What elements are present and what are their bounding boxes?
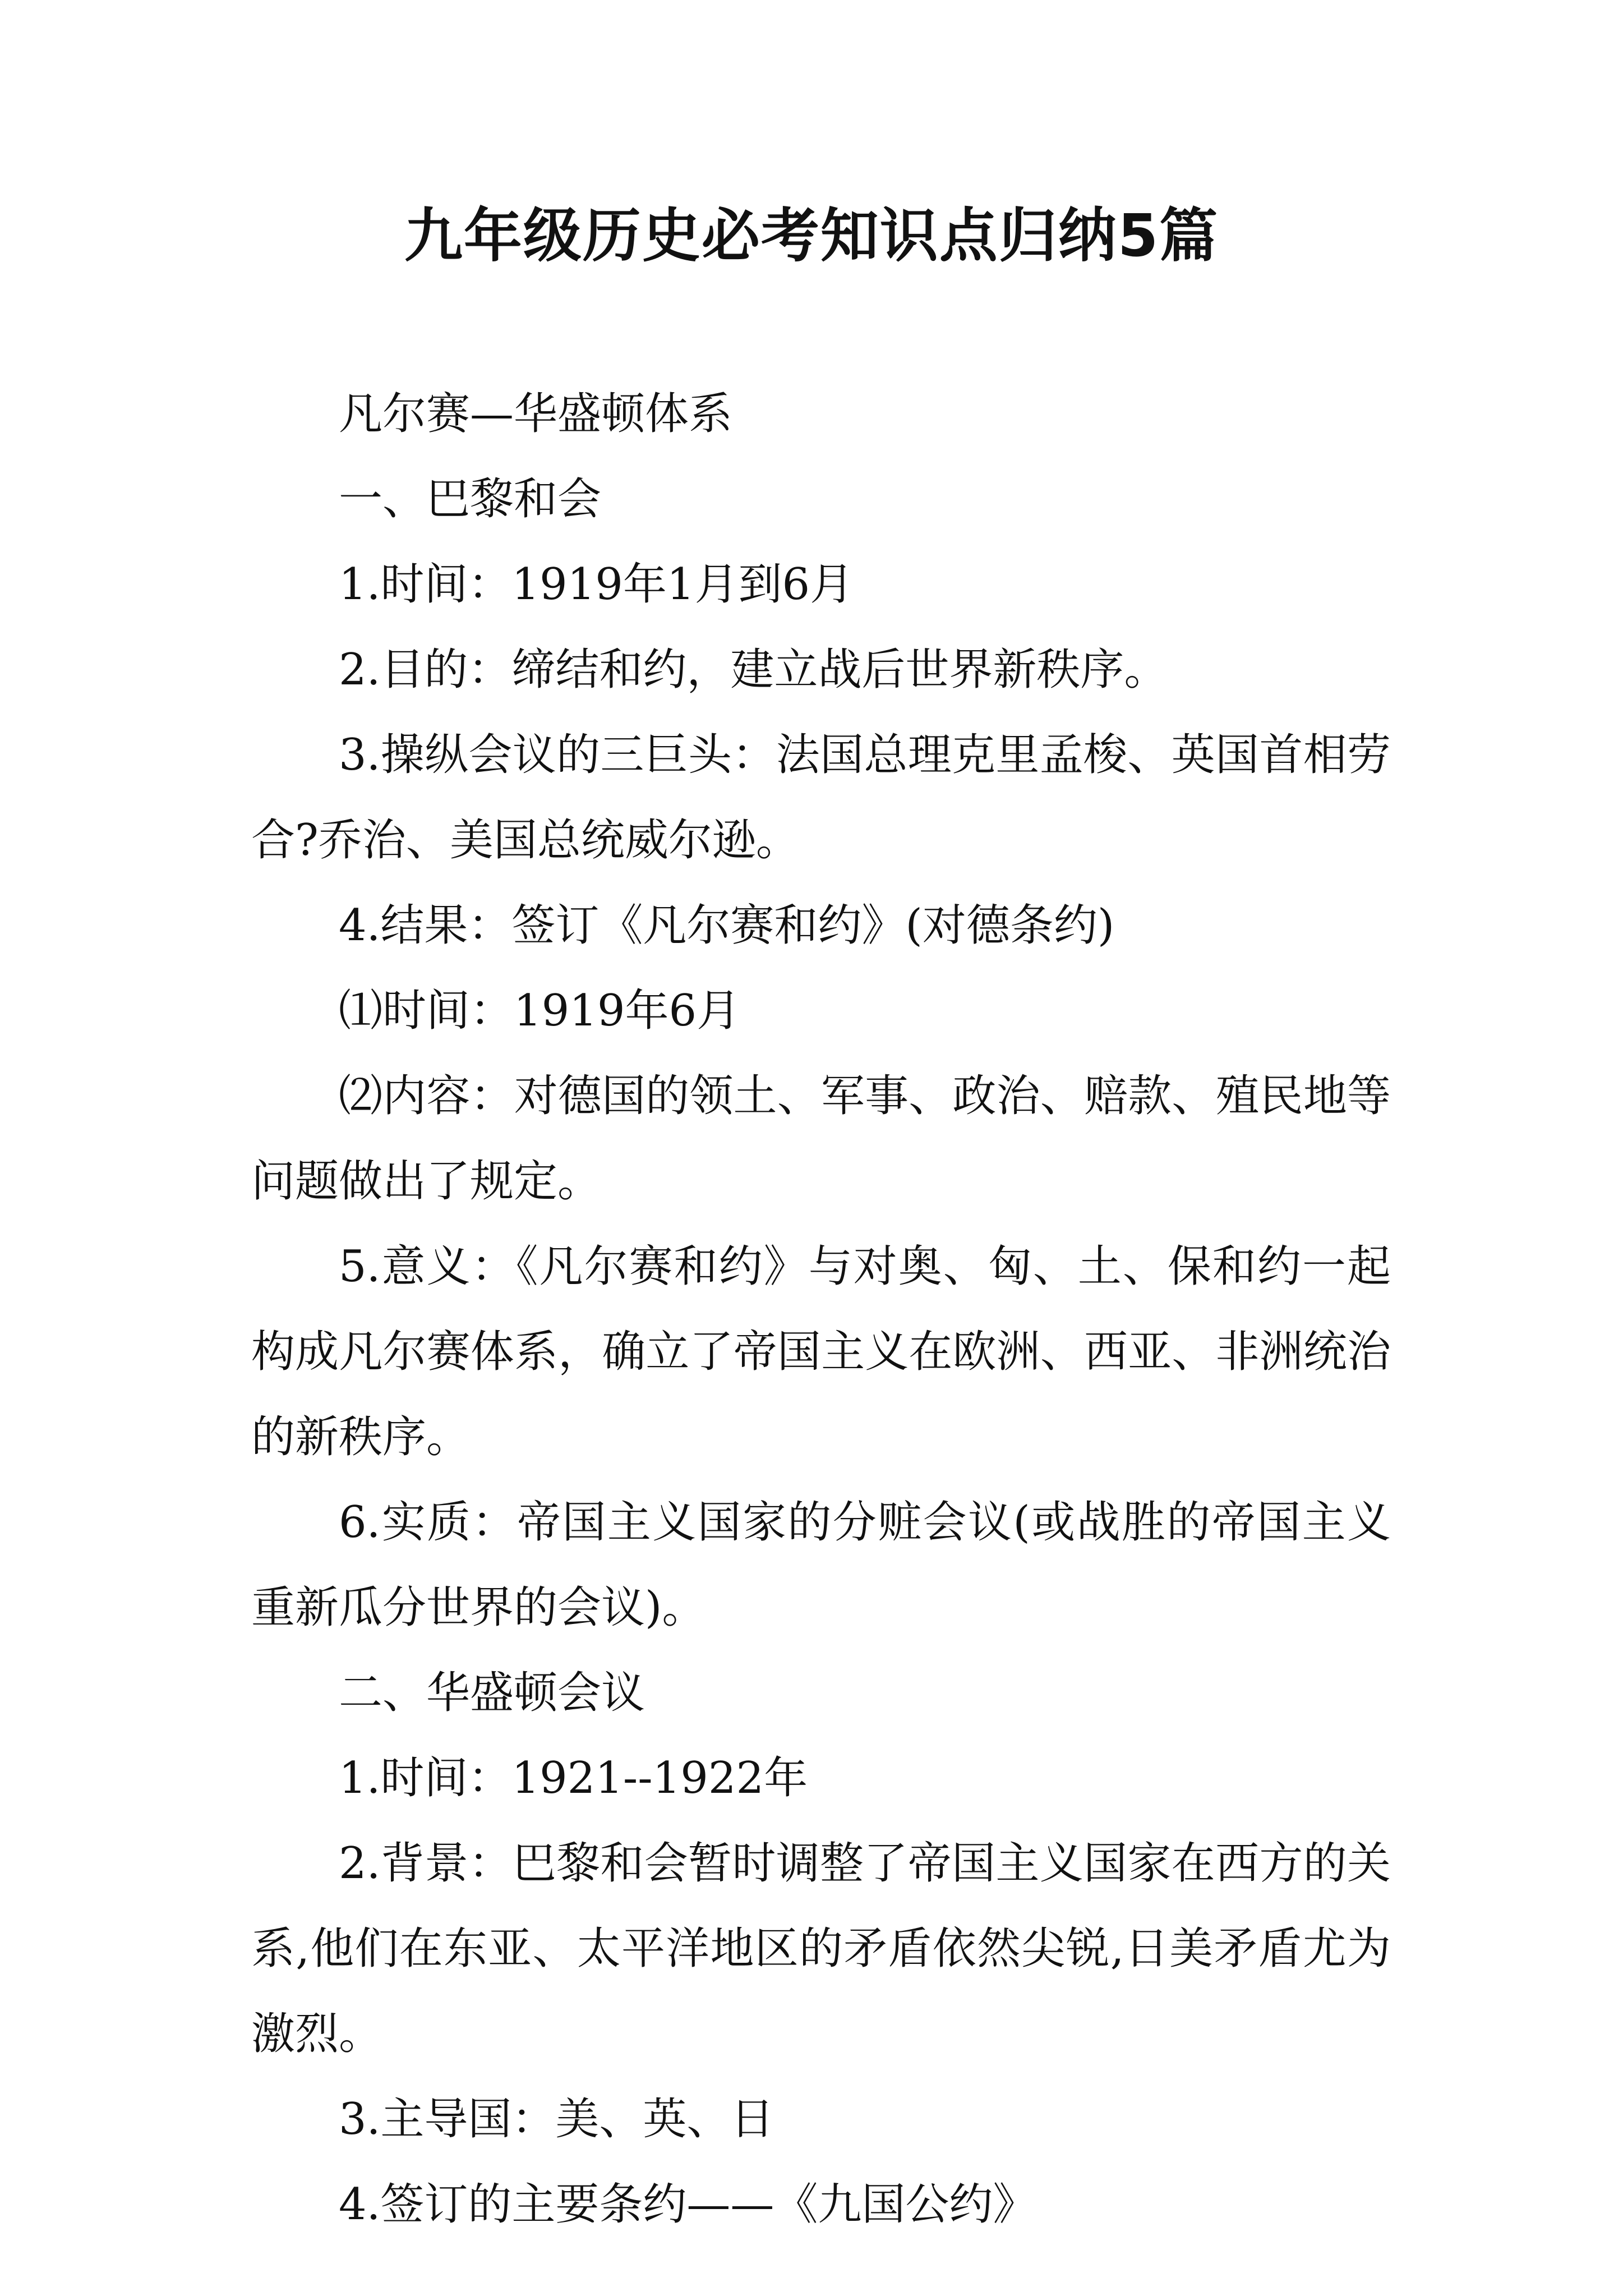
paragraph: 4.签订的主要条约——《九国公约》 xyxy=(339,2179,1037,2230)
section-heading: 二、华盛顿会议 xyxy=(339,1668,645,1718)
paragraph: ⑴时间：1919年6月 xyxy=(339,986,741,1036)
paragraph: 3.操纵会议的三巨头：法国总理克里孟梭、英国首相劳合?乔治、美国总统威尔逊。 xyxy=(251,730,1391,866)
paragraph-heading: 凡尔赛—华盛顿体系 xyxy=(339,389,733,439)
paragraph: ⑵内容：对德国的领土、军事、政治、赔款、殖民地等问题做出了规定。 xyxy=(251,1071,1391,1207)
document-body xyxy=(251,371,1391,2247)
paragraph: 1.时间：1919年1月到6月 xyxy=(339,559,854,610)
paragraph: 3.主导国：美、英、日 xyxy=(339,2094,774,2145)
paragraph: 6.实质：帝国主义国家的分赃会议(或战胜的帝国主义重新瓜分世界的会议)。 xyxy=(251,1497,1391,1633)
document-title: 九年级历史必考知识点归纳5篇 xyxy=(404,201,1219,270)
paragraph: 1.时间：1921--1922年 xyxy=(339,1753,808,1803)
paragraph: 2.目的：缔结和约，建立战后世界新秩序。 xyxy=(339,645,1168,695)
paragraph: 2.背景：巴黎和会暂时调整了帝国主义国家在西方的关系,他们在东亚、太平洋地区的矛盾依然尖锐,日美矛盾尤为激烈。 xyxy=(251,1838,1391,2059)
section-heading: 一、巴黎和会 xyxy=(339,474,602,524)
paragraph: 4.结果：签订《凡尔赛和约》(对德条约) xyxy=(339,900,1115,951)
paragraph: 5.意义：《凡尔赛和约》与对奥、匈、土、保和约一起构成凡尔赛体系，确立了帝国主义在欧洲、西亚、非洲统治的新秩序。 xyxy=(251,1241,1391,1462)
